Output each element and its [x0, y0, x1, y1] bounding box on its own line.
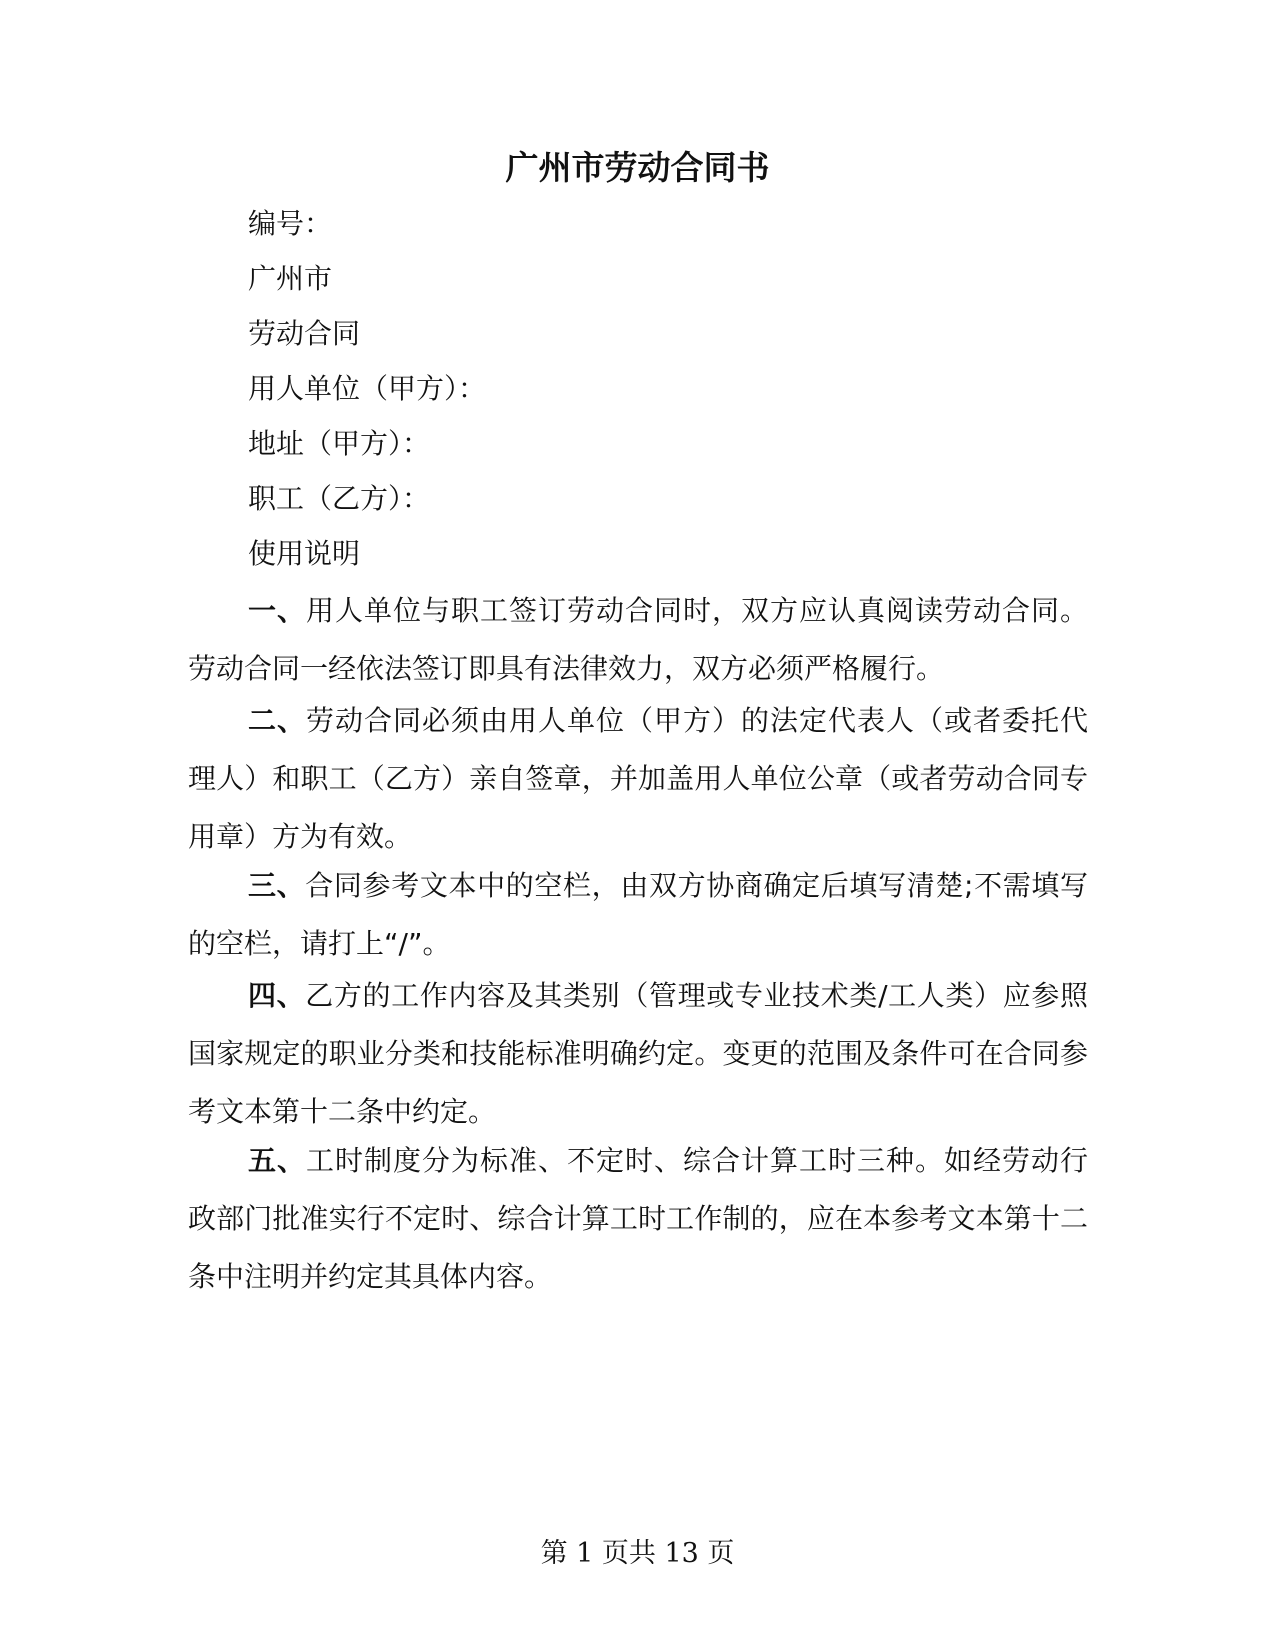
instruction-paragraph-4 — [188, 967, 1088, 1141]
paragraph-number: 三、 — [248, 869, 306, 902]
paragraph-number: 五、 — [248, 1144, 306, 1177]
instruction-paragraph-3 — [188, 857, 1088, 973]
document-title: 广州市劳动合同书 — [505, 148, 770, 187]
paragraph-text: 用人单位与职工签订劳动合同时，双方应认真阅读劳动合同。劳动合同一经依法签订即具有法律效力，双方必须严格履行。 — [188, 594, 1088, 685]
paragraph-number: 二、 — [248, 704, 306, 737]
paragraph-text: 劳动合同必须由用人单位（甲方）的法定代表人（或者委托代理人）和职工（乙方）亲自签章，并加盖用人单位公章（或者劳动合同专用章）方为有效。 — [188, 704, 1088, 853]
instruction-paragraph-5 — [188, 1132, 1088, 1306]
paragraph-text: 工时制度分为标准、不定时、综合计算工时三种。如经劳动行政部门批准实行不定时、综合计算工时工作制的，应在本参考文本第十二条中注明并约定其具体内容。 — [188, 1144, 1088, 1293]
instruction-paragraph-2 — [188, 692, 1088, 866]
instructions-heading: 使用说明 — [248, 537, 361, 570]
field-city: 广州市 — [248, 262, 333, 295]
field-address: 地址（甲方）： — [248, 427, 431, 460]
field-contract: 劳动合同 — [248, 317, 361, 350]
paragraph-number: 四、 — [248, 979, 306, 1012]
field-employee: 职工（乙方）： — [248, 482, 431, 515]
field-number: 编号： — [248, 207, 333, 240]
instruction-paragraph-1 — [188, 582, 1088, 698]
paragraph-number: 一、 — [248, 594, 306, 627]
field-employer: 用人单位（甲方）： — [248, 372, 487, 405]
paragraph-text: 乙方的工作内容及其类别（管理或专业技术类/工人类）应参照国家规定的职业分类和技能标准明确约定。变更的范围及条件可在合同参考文本第十二条中约定。 — [188, 979, 1088, 1128]
page-number-footer: 第 1 页共 13 页 — [540, 1538, 735, 1569]
paragraph-text: 合同参考文本中的空栏，由双方协商确定后填写清楚;不需填写的空栏，请打上“/”。 — [188, 869, 1088, 960]
